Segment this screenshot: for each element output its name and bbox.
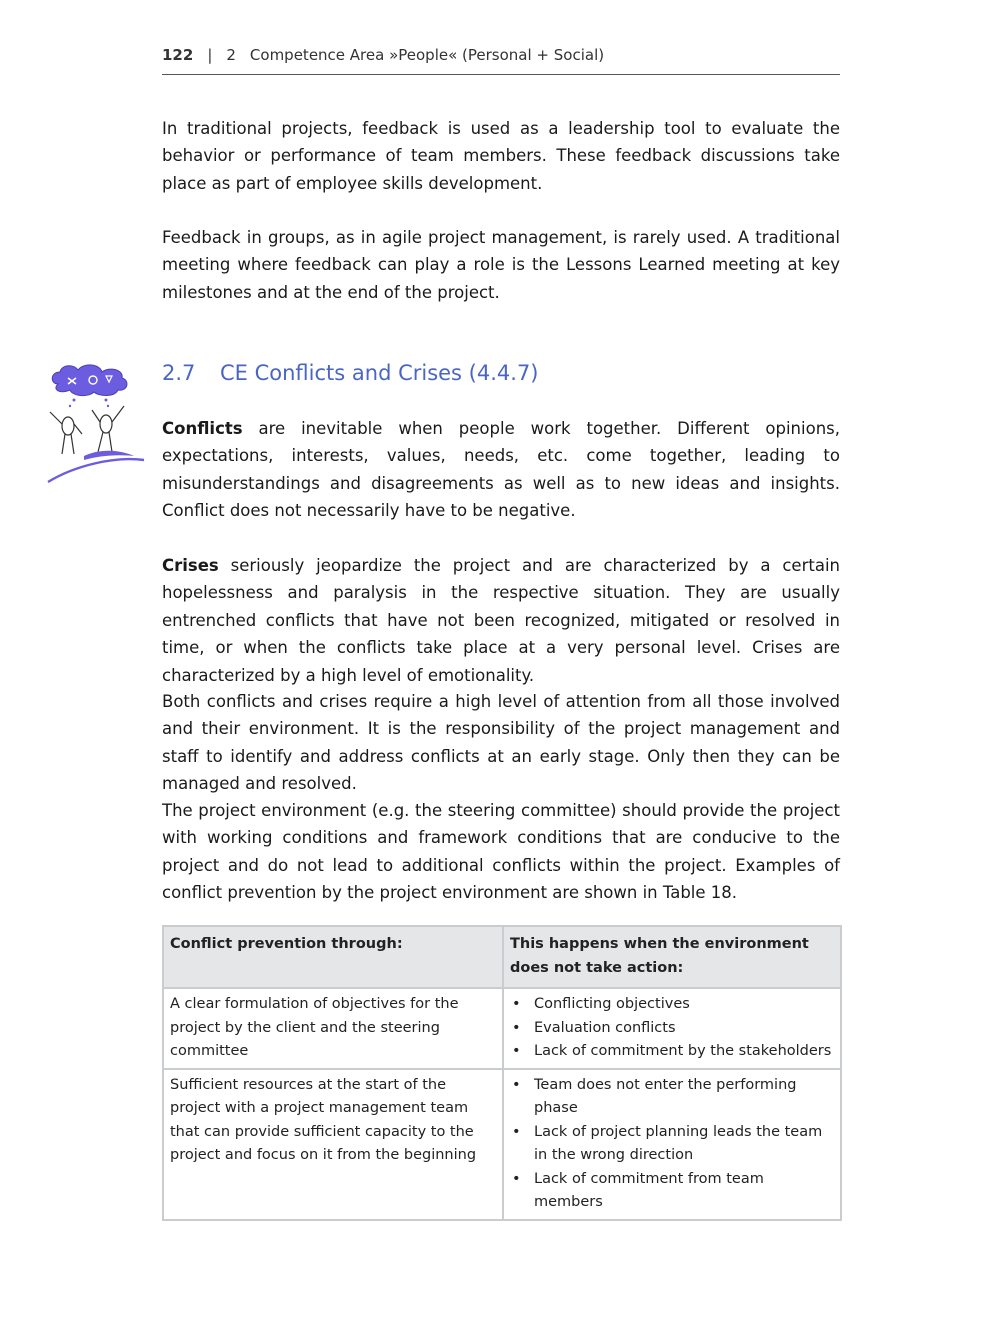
paragraph-feedback-groups: Feedback in groups, as in agile project management, is rarely used. A traditional meeting where feedback can play a role is the Lessons Learned meeting at key milestones and at the end of the project. (162, 228, 840, 302)
list-item: • Conflicting objectives (510, 993, 834, 1017)
table-row (163, 988, 841, 1069)
table-cell-prevention: Sufficient resources at the start of the project with a project management team that can provide sufficient capacity to the project and focus on it from the beginning (163, 1069, 503, 1220)
paragraph-environment: The project environment (e.g. the steering committee) should provide the project with working conditions and framework conditions that are conducive to the project and do not lead to additional conflicts within the project. Examples of conflict prevention by the project environment are shown in Table 18. (162, 801, 840, 903)
section-title: CE Conflicts and Crises (4.4.7) (220, 361, 539, 385)
paragraph-feedback-traditional: In traditional projects, feedback is used as a leadership tool to evaluate the behavior or performance of team members. These feedback discussions take place as part of employee skills development. (162, 119, 840, 193)
term-conflicts: Conflicts (162, 419, 243, 438)
table-cell-consequences (503, 1069, 841, 1220)
term-crises: Crises (162, 556, 219, 575)
table-header-row (163, 926, 841, 988)
section-heading (162, 357, 840, 389)
running-header (162, 46, 840, 75)
table-cell-consequences (503, 988, 841, 1069)
list-item: • Lack of commitment from team members (510, 1168, 834, 1215)
paragraph-conflicts (162, 415, 840, 525)
list-item: • Team does not enter the performing phase (510, 1074, 834, 1121)
table-cell-prevention: A clear formulation of objectives for the project by the client and the steering committee (163, 988, 503, 1069)
paragraph-crises (162, 552, 840, 689)
table-header-consequences: This happens when the environment does not take action: (503, 926, 841, 988)
header-separator: | (207, 46, 213, 64)
chapter-title: Competence Area »People« (Personal + Social) (249, 46, 605, 64)
list-item: • Lack of project planning leads the team in the wrong direction (510, 1121, 834, 1168)
conflict-figures-illustration (44, 362, 146, 486)
chapter-number: 2 (226, 46, 236, 64)
consequence-list (510, 1074, 834, 1215)
table-row (163, 1069, 841, 1220)
list-item: • Evaluation conflicts (510, 1017, 834, 1041)
conflicts-text: are inevitable when people work together. Different opinions, expectations, interests, values, needs, etc. come together, leading to misunderstandings and disagreements as well as to new ideas and insights. Conflict does not necessarily have to be negative. (162, 419, 840, 521)
crises-text: seriously jeopardize the project and are characterized by a certain hopelessness and paralysis in the respective situation. They are usually entrenched conflicts that have not been recognized, mitigated or resolved in time, or when the conflicts take place at a very personal level. Crises are characterized by a high level of emotionality. (162, 556, 840, 685)
conflict-prevention-table (162, 925, 842, 1221)
consequence-list (510, 993, 834, 1064)
table-header-prevention: Conflict prevention through: (163, 926, 503, 988)
page-number: 122 (162, 46, 194, 64)
paragraph-attention: Both conflicts and crises require a high level of attention from all those involved and their environment. It is the responsibility of the project management and staff to identify and address conflicts at an early stage. Only then they can be managed and resolved. (162, 692, 840, 794)
section-number: 2.7 (162, 361, 196, 385)
list-item: • Lack of commitment by the stakeholders (510, 1040, 834, 1064)
